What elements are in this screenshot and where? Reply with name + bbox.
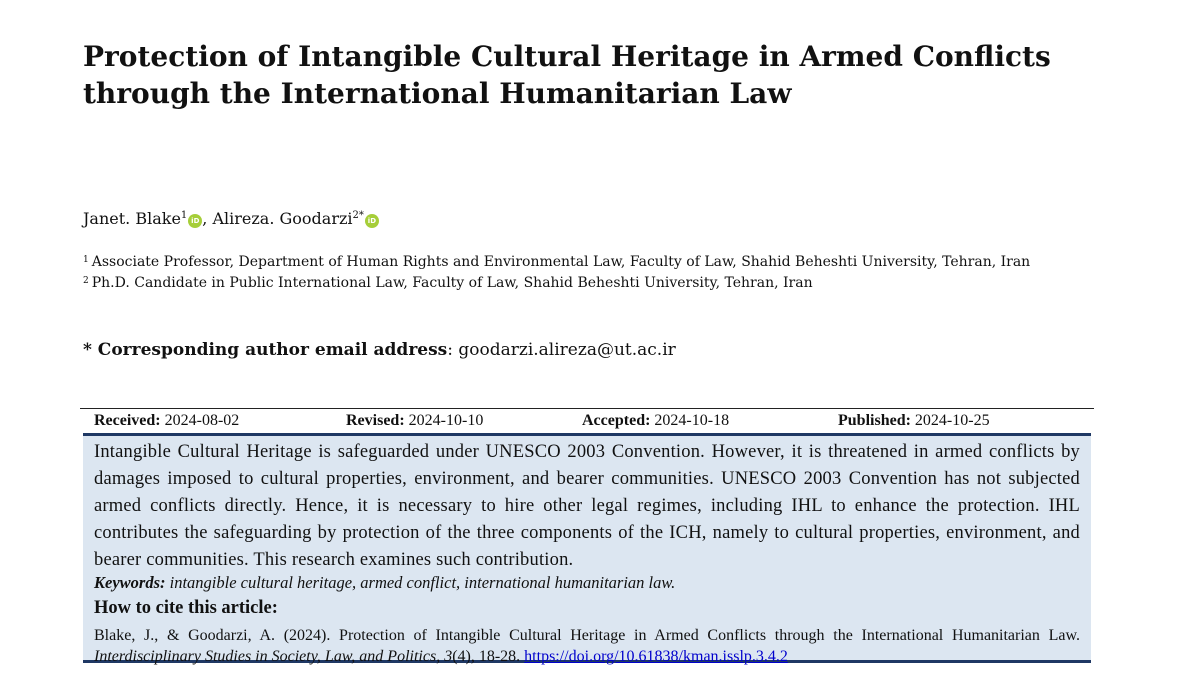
citation-issue: (4), 18-28.	[452, 648, 525, 665]
author-sup: 2*	[352, 210, 364, 221]
keywords-text: intangible cultural heritage, armed conflict, international humanitarian law.	[169, 573, 676, 592]
date-label: Revised:	[346, 412, 405, 429]
affiliation-1	[83, 250, 1113, 273]
orcid-icon[interactable]: iD	[188, 214, 202, 228]
corresponding-label: * Corresponding author email address	[83, 340, 448, 360]
cite-heading: How to cite this article:	[94, 598, 278, 618]
date-label: Accepted:	[582, 412, 651, 429]
title-line-2: through the International Humanitarian Law	[83, 77, 792, 110]
citation-journal: Interdisciplinary Studies in Society, Law, and Politics, 3	[94, 648, 453, 665]
affiliation-text: Associate Professor, Department of Human Rights and Environmental Law, Faculty of Law, Shahid Beheshti University, Tehran, Iran	[91, 254, 1031, 270]
corresponding-email[interactable]: goodarzi.alireza@ut.ac.ir	[458, 340, 676, 360]
date-revised	[346, 412, 483, 430]
corresponding-author	[83, 338, 676, 362]
title-line-1: Protection of Intangible Cultural Heritage in Armed Conflicts	[83, 40, 1051, 73]
date-accepted	[582, 412, 729, 430]
affiliation-num: 2	[83, 276, 89, 286]
date-label: Received:	[94, 412, 161, 429]
date-published	[838, 412, 990, 430]
author-name[interactable]: Alireza. Goodarzi	[212, 209, 353, 228]
citation	[94, 625, 1080, 667]
keywords	[94, 573, 1080, 593]
date-value: 2024-08-02	[164, 412, 240, 429]
citation-text: Blake, J., & Goodarzi, A. (2024). Protection of Intangible Cultural Heritage in Armed Conflicts through the International Humanitarian Law.	[94, 627, 1080, 644]
keywords-label: Keywords:	[94, 573, 166, 592]
author-list	[83, 205, 379, 230]
date-received	[94, 412, 239, 430]
abstract-box	[83, 433, 1091, 663]
date-label: Published:	[838, 412, 911, 429]
doi-link[interactable]: https://doi.org/10.61838/kman.isslp.3.4.2	[524, 648, 788, 665]
affiliation-2	[83, 271, 1113, 294]
date-value: 2024-10-10	[408, 412, 484, 429]
date-value: 2024-10-18	[654, 412, 730, 429]
dates-row	[80, 408, 1094, 435]
corresponding-sep: :	[447, 340, 453, 360]
author-name[interactable]: Janet. Blake	[83, 209, 181, 228]
affiliation-text: Ph.D. Candidate in Public International Law, Faculty of Law, Shahid Beheshti University, Tehran, Iran	[91, 275, 813, 291]
author-separator: ,	[202, 209, 213, 228]
author-sup: 1	[180, 210, 188, 221]
date-value: 2024-10-25	[914, 412, 990, 429]
affiliation-num: 1	[83, 255, 89, 265]
abstract-text: Intangible Cultural Heritage is safeguarded under UNESCO 2003 Convention. However, it is threatened in armed conflicts by damages imposed to cultural properties, environment, and bearer communities. UNESCO 2003 Convention has not subjected armed conflicts directly. Hence, it is necessary to hire other legal regimes, including IHL to enhance the protection. IHL contributes the safeguarding by protection of the three components of the ICH, namely to cultural properties, environment, and bearer communities. This research examines such contribution.	[94, 442, 1080, 570]
orcid-icon[interactable]: iD	[365, 214, 379, 228]
paper-title	[83, 38, 1083, 112]
